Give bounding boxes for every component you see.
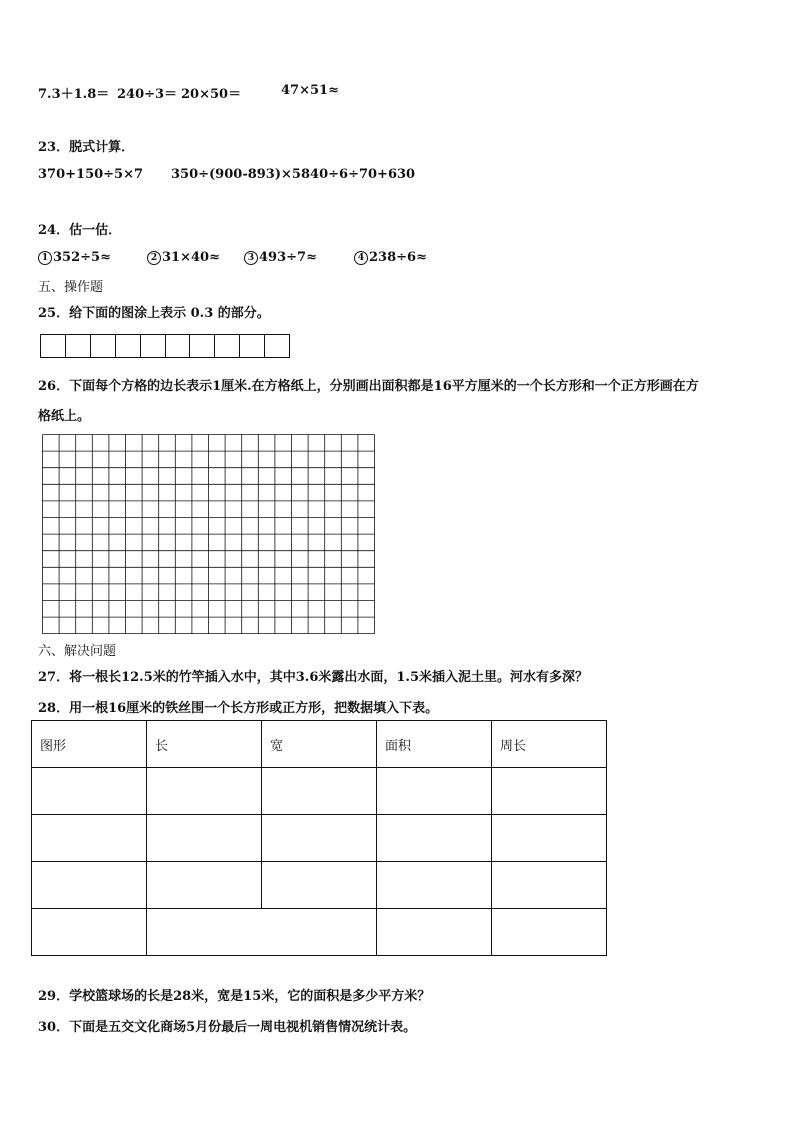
- strip-cell[interactable]: [116, 335, 141, 357]
- table-cell[interactable]: [262, 768, 377, 815]
- table-cell[interactable]: [32, 909, 147, 956]
- calc-item-1: 7.3＋1.8＝: [38, 87, 110, 102]
- header-length: 长: [147, 721, 262, 768]
- table-header-row: [32, 721, 607, 768]
- q24-item-1: [38, 250, 111, 265]
- q24-item-3: [244, 250, 317, 265]
- strip-cell[interactable]: [66, 335, 91, 357]
- section-5-heading: 五、操作题: [38, 280, 104, 295]
- q24-expr: 238÷6≈: [369, 250, 427, 265]
- strip-cell[interactable]: [141, 335, 166, 357]
- table-cell[interactable]: [377, 815, 492, 862]
- calc-item-2: 240÷3＝: [117, 87, 178, 102]
- header-perimeter: 周长: [492, 721, 607, 768]
- table-cell[interactable]: [32, 815, 147, 862]
- q24-item-2: [147, 250, 220, 265]
- q26-line-2: 格纸上。: [38, 409, 91, 424]
- strip-cell[interactable]: [91, 335, 116, 357]
- table-cell[interactable]: [492, 909, 607, 956]
- q29-text: 29．学校篮球场的长是28米，宽是15米，它的面积是多少平方米？: [38, 989, 431, 1004]
- q24-expr: 493÷7≈: [259, 250, 317, 265]
- table-cell[interactable]: [147, 862, 262, 909]
- table-cell[interactable]: [377, 862, 492, 909]
- strip-cell[interactable]: [265, 335, 289, 357]
- shading-strip[interactable]: [40, 334, 290, 358]
- table-cell[interactable]: [262, 815, 377, 862]
- strip-cell[interactable]: [190, 335, 215, 357]
- table-cell[interactable]: [492, 768, 607, 815]
- table-row[interactable]: [32, 909, 607, 956]
- header-shape: 图形: [32, 721, 147, 768]
- strip-cell[interactable]: [166, 335, 191, 357]
- header-area: 面积: [377, 721, 492, 768]
- q25-text: 25．给下面的图涂上表示 0.3 的部分。: [38, 306, 270, 321]
- table-row[interactable]: [32, 768, 607, 815]
- q30-text: 30．下面是五交文化商场5月份最后一周电视机销售情况统计表。: [38, 1020, 417, 1035]
- table-row[interactable]: [32, 862, 607, 909]
- q23-item-3: 840÷6÷70+630: [301, 167, 416, 182]
- square-grid[interactable]: [42, 434, 376, 634]
- table-cell[interactable]: [492, 815, 607, 862]
- header-width: 宽: [262, 721, 377, 768]
- table-cell[interactable]: [377, 909, 492, 956]
- calc-item-3: 20×50＝: [181, 87, 242, 102]
- circled-number: 2: [147, 251, 161, 265]
- q23-title: 23．脱式计算．: [38, 140, 135, 155]
- strip-cell[interactable]: [215, 335, 240, 357]
- table-cell[interactable]: [147, 768, 262, 815]
- q28-title: 28．用一根16厘米的铁丝围一个长方形或正方形，把数据填入下表。: [38, 701, 439, 716]
- table-cell[interactable]: [377, 768, 492, 815]
- strip-cell[interactable]: [240, 335, 265, 357]
- q24-item-4: [354, 250, 427, 265]
- q23-item-2: 350÷(900-893)×5: [171, 167, 301, 182]
- q26-line-1: 26．下面每个方格的边长表示1厘米.在方格纸上，分别画出面积都是16平方厘米的一个长方形和一个正方形画在方: [38, 379, 699, 394]
- section-6-heading: 六、解决问题: [38, 644, 117, 659]
- table-cell[interactable]: [147, 815, 262, 862]
- q27-text: 27．将一根长12.5米的竹竿插入水中，其中3.6米露出水面，1.5米插入泥土里。河水有多深？: [38, 670, 588, 685]
- q24-title: 24．估一估．: [38, 223, 122, 238]
- calc-item-4: 47×51≈: [281, 83, 339, 98]
- circled-number: 3: [244, 251, 258, 265]
- q24-expr: 31×40≈: [162, 250, 220, 265]
- strip-cell[interactable]: [41, 335, 66, 357]
- table-cell[interactable]: [32, 768, 147, 815]
- circled-number: 4: [354, 251, 368, 265]
- circled-number: 1: [38, 251, 52, 265]
- table-cell-merged[interactable]: [147, 909, 377, 956]
- q23-item-1: 370+150÷5×7: [38, 167, 144, 182]
- data-table: [31, 720, 607, 956]
- q24-expr: 352÷5≈: [53, 250, 111, 265]
- table-row[interactable]: [32, 815, 607, 862]
- table-cell[interactable]: [492, 862, 607, 909]
- table-cell[interactable]: [32, 862, 147, 909]
- table-cell[interactable]: [262, 862, 377, 909]
